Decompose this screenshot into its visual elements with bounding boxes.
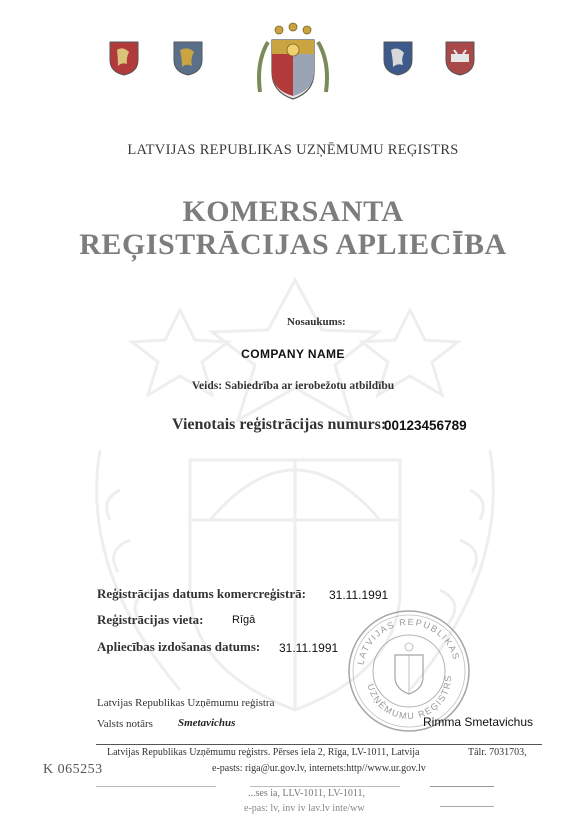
- serial-number: K 065253: [43, 762, 103, 777]
- signer-name: Rimma Smetavichus: [423, 715, 534, 729]
- reg-place-label: Reģistrācijas vieta:: [97, 612, 204, 627]
- reg-number-value: 00123456789: [384, 418, 467, 433]
- company-name: COMPANY NAME: [241, 347, 345, 361]
- footer-address-line2: e-pasts: riga@ur.gov.lv, internets:http//www.ur.gov.lv: [212, 763, 426, 774]
- signature-org-name: Latvijas Republikas Uzņēmumu reģistra: [97, 697, 275, 709]
- faded-divider-bottom-right: [440, 806, 494, 807]
- latvia-coat-of-arms-icon: [254, 22, 332, 102]
- registry-name: LATVIJAS REPUBLIKAS UZŅĒMUMU REĢISTRS: [127, 142, 459, 158]
- faded-divider-left: [96, 786, 216, 787]
- notary-label: Valsts notārs: [97, 718, 153, 730]
- footer-divider: [96, 744, 542, 745]
- vidzeme-crest-icon: [444, 40, 476, 76]
- seal-text-bottom: UZŅĒMUMU REĢISTRS: [365, 674, 454, 722]
- faded-footer-line2: e-pas: lv, inv iv lav.lv inte/ww: [244, 803, 365, 814]
- reg-date-label: Reģistrācijas datums komercreģistrā:: [97, 586, 306, 601]
- issue-date-label: Apliecības izdošanas datums:: [97, 639, 261, 654]
- reg-place-value: Rīgā: [232, 614, 256, 626]
- footer-address-line1: Latvijas Republikas Uzņēmumu reģistrs. Pērses iela 2, Rīga, LV-1011, Latvija: [107, 747, 420, 758]
- seal-text-top: LATVIJAS REPUBLIKAS: [355, 616, 462, 666]
- issue-date-value: 31.11.1991: [279, 641, 339, 655]
- company-type: Veids: Sabiedrība ar ierobežotu atbildību: [191, 380, 395, 392]
- name-label: Nosaukums:: [287, 316, 346, 328]
- faded-footer-line1: ...ses ia, LLV-1011, LV-1011,: [248, 788, 365, 799]
- faded-divider-mid: [250, 786, 400, 787]
- faded-divider-right: [430, 786, 494, 787]
- handwritten-signature: Smetavichus: [178, 717, 236, 729]
- reg-number-label: Vienotais reģistrācijas numurs:: [172, 416, 387, 433]
- document-title-line1: KOMERSANTA: [182, 195, 404, 228]
- zemgale-crest-icon: [172, 40, 204, 76]
- kurzeme-crest-icon: [108, 40, 140, 76]
- document-title-line2: REĢISTRĀCIJAS APLIECĪBA: [79, 228, 507, 261]
- reg-date-value: 31.11.1991: [329, 588, 389, 602]
- latgale-crest-icon: [382, 40, 414, 76]
- footer-phone: Tālr. 7031703,: [468, 747, 527, 758]
